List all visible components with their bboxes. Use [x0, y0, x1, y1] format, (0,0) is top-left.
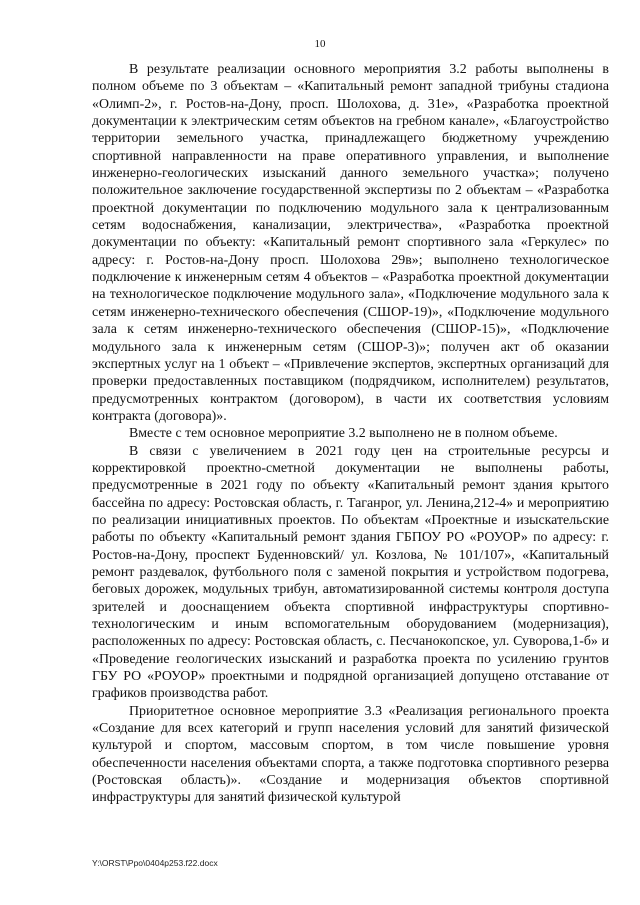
- page-number: 10: [314, 38, 326, 50]
- paragraph-incomplete: Вместе с тем основное мероприятие 3.2 выполнено не в полном объеме.: [129, 426, 558, 442]
- body-text: [92, 61, 609, 807]
- footer-file-path: Y:\ORST\Ppo\0404p253.f22.docx: [92, 858, 218, 868]
- paragraph-price-increase: В связи с увеличением в 2021 году цен на строительные ресурсы и корректировкой проектно-сметной документации не выполнены работы, предусмотренные в 2021 году по объекту «Капитальный ремонт здания крытого бассейна по адресу: Ростовская область, г. Таганрог, ул. Ленина,212-4» и мероприятию по реализации инициативных проектов. По объектам «Проектные и изыскательские работы по объекту «Капитальный ремонт здания ГБПОУ РО «РОУОР» по адресу: г. Ростов-на-Дону, проспект Буденновский/ ул. Козлова, № 101/107», «Капитальный ремонт раздевалок, футбольного поля с заменой покрытия и устройством подогрева, беговых дорожек, модульных трибун, автоматизированной системы контроля доступа зрителей и дооснащением объекта спортивной инфраструктуры спортивно-технологическим и иным вспомогательным оборудованием (модернизация), расположенных по адресу: Ростовская область, с. Песчанокопское, ул. Суворова,1-б» и «Проведение геологических изысканий и разработка проекта по усилению грунтов ГБУ РО «РОУОР» проектными и подрядной организацией допущено отставание от графиков производства работ.: [92, 443, 609, 702]
- paragraph-priority-measure: Приоритетное основное мероприятие 3.3 «Реализация регионального проекта «Создание для всех категорий и групп населения условий для занятий физической культурой и спортом, массовым спортом, в том числе повышение уровня обеспеченности населения объектами спорта, а также подготовка спортивного резерва (Ростовская область)». «Создание и модернизация объектов спортивной инфраструктуры для занятий физической культурой: [92, 703, 609, 806]
- paragraph-results: В результате реализации основного мероприятия 3.2 работы выполнены в полном объеме по 3 объектам – «Капитальный ремонт западной трибуны стадиона «Олимп-2», г. Ростов-на-Дону, просп. Шолохова, д. 31е», «Разработка проектной документации к электрическим сетям объектов на гребном канале», «Благоустройство территории земельного участка, принадлежащего бюджетному учреждению спортивной направленности на праве оперативного управления, и выполнение инженерно-геологических изысканий данного земельного участка»; получено положительное заключение государственной экспертизы по 2 объектам – «Разработка проектной документации по подключению модульного зала к централизованным сетям водоснабжения, канализации, электричества», «Разработка проектной документации по объекту: «Капитальный ремонт спортивного зала «Геркулес» по адресу: г. Ростов-на-Дону просп. Шолохова 29в»; выполнено технологическое подключение к инженерным сетям 4 объектов – «Разработка проектной документации на технологическое подключение модульного зала», «Подключение модульного зала к сетям инженерно-технического обеспечения (СШОР-19)», «Подключение модульного зала к сетям инженерно-технического обеспечения (СШОР-15)», «Подключение модульного зала к инженерным сетям (СШОР-3)»; получен акт об оказании экспертных услуг на 1 объект – «Привлечение экспертов, экспертных организаций для проверки предоставленных поставщиком (подрядчиком, исполнителем) результатов, предусмотренных контрактом (договором), в части их соответствия условиям контракта (договора)».: [92, 62, 609, 424]
